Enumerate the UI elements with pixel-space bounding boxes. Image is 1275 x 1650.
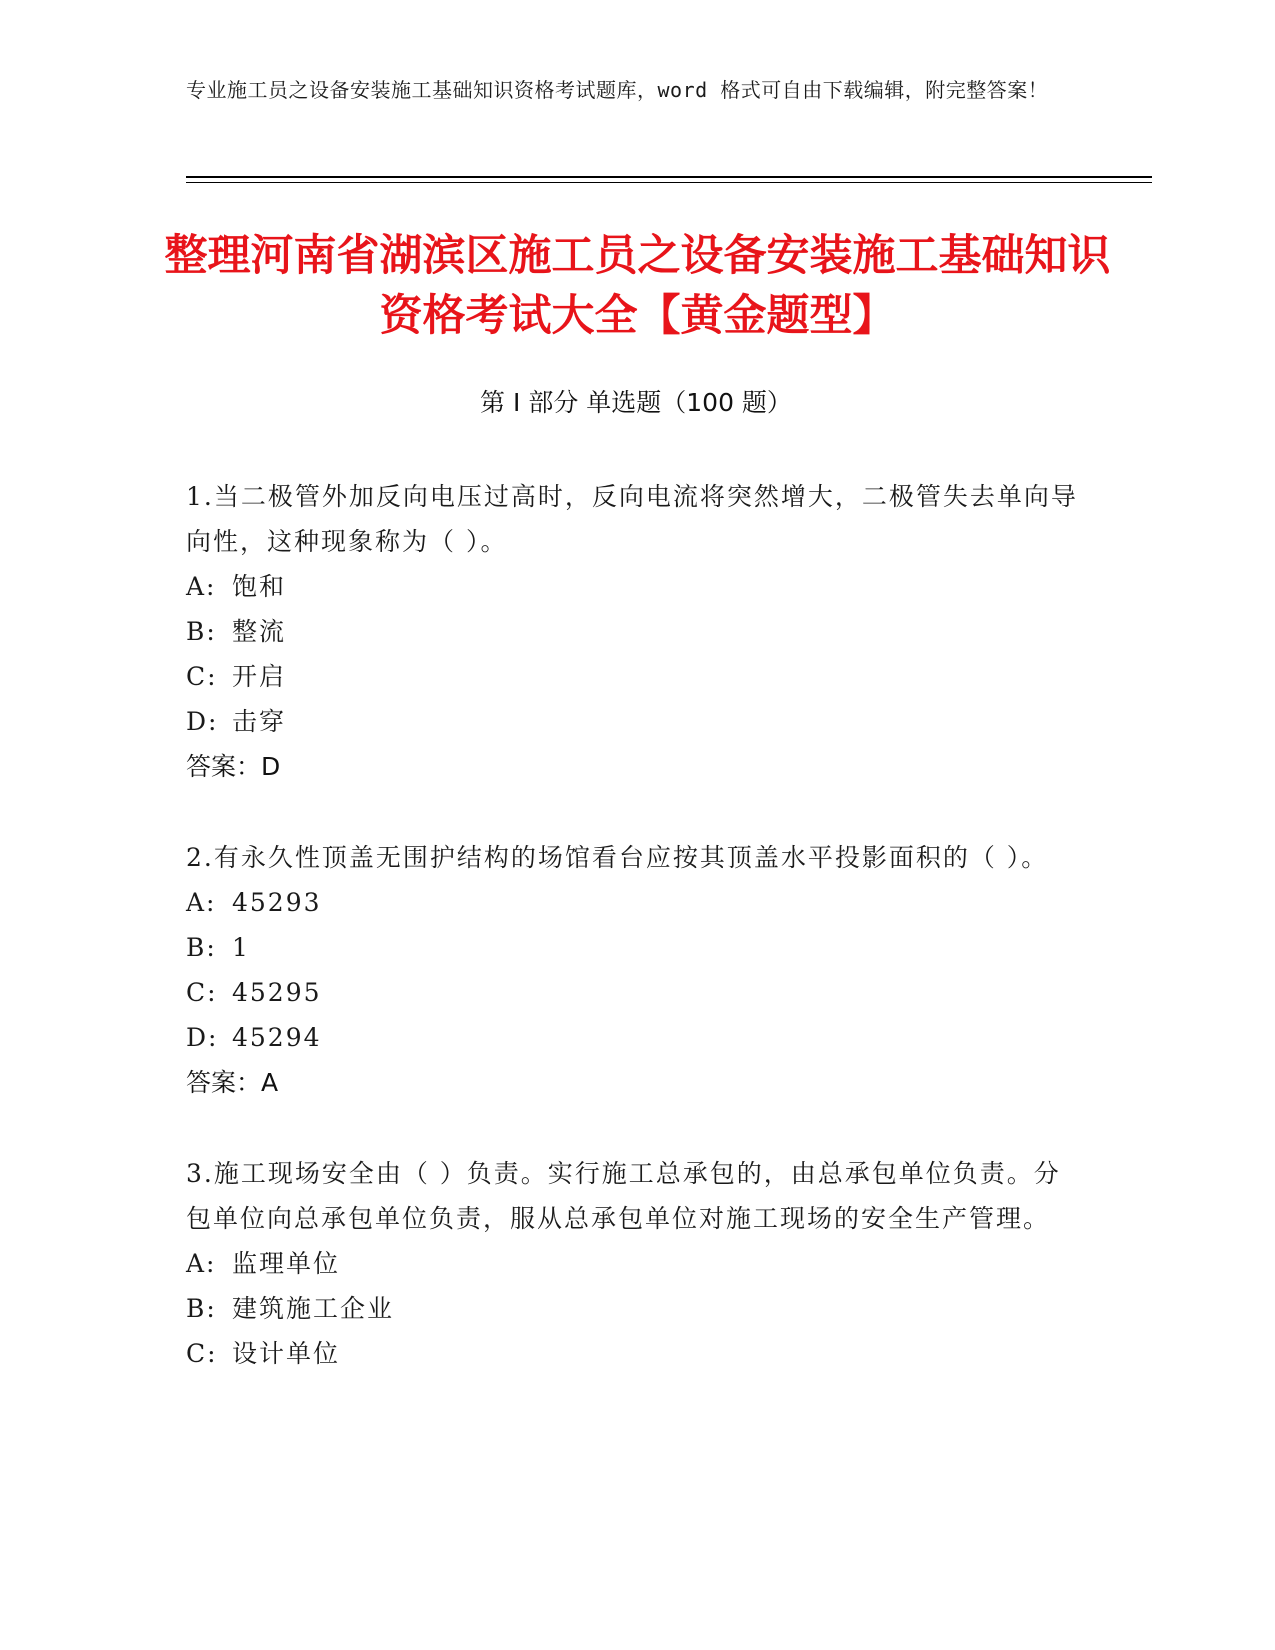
question-text: 1.当二极管外加反向电压过高时，反向电流将突然增大，二极管失去单向导向性，这种现象称为（ ）。 (186, 482, 1078, 556)
option-letter: C: (186, 1339, 218, 1368)
document-title: 整理河南省湖滨区施工员之设备安装施工基础知识资格考试大全【黄金题型】 (164, 231, 1111, 341)
option-b (186, 925, 1086, 970)
section-heading: 第 I 部分 单选题（100 题） (480, 388, 792, 417)
question-text: 3.施工现场安全由（ ）负责。实行施工总承包的，由总承包单位负责。分包单位向总承包单位负责，服从总承包单位对施工现场的安全生产管理。 (186, 1159, 1061, 1233)
question-item (186, 835, 1086, 1105)
option-letter: D: (186, 1023, 219, 1052)
option-text: 45294 (232, 1023, 322, 1052)
option-d (186, 699, 1086, 744)
option-text: 饱和 (232, 572, 287, 601)
question-item (186, 474, 1086, 789)
option-letter: B: (186, 933, 217, 962)
option-letter: C: (186, 662, 218, 691)
option-a (186, 1241, 1086, 1286)
answer-line: 答案：A (186, 1068, 279, 1097)
option-a (186, 880, 1086, 925)
option-text: 1 (232, 933, 250, 962)
header-divider-thin (186, 182, 1152, 183)
option-letter: A: (186, 888, 217, 917)
question-item (186, 1151, 1086, 1376)
option-c (186, 1331, 1086, 1376)
option-letter: B: (186, 617, 217, 646)
option-text: 击穿 (232, 707, 287, 736)
option-letter: A: (186, 1249, 217, 1278)
option-letter: A: (186, 572, 217, 601)
option-text: 开启 (232, 662, 287, 691)
option-text: 45293 (232, 888, 322, 917)
option-letter: D: (186, 707, 219, 736)
header-note: 专业施工员之设备安装施工基础知识资格考试题库，word 格式可自由下载编辑，附完整答案！ (186, 78, 1049, 102)
option-letter: B: (186, 1294, 217, 1323)
option-a (186, 564, 1086, 609)
question-list (186, 474, 1086, 1422)
option-text: 建筑施工企业 (232, 1294, 395, 1323)
header-divider (186, 176, 1152, 178)
option-text: 设计单位 (232, 1339, 341, 1368)
option-letter: C: (186, 978, 218, 1007)
option-d (186, 1015, 1086, 1060)
question-text: 2.有永久性顶盖无围护结构的场馆看台应按其顶盖水平投影面积的（ ）。 (186, 843, 1049, 872)
option-b (186, 609, 1086, 654)
option-text: 45295 (232, 978, 322, 1007)
option-b (186, 1286, 1086, 1331)
option-c (186, 654, 1086, 699)
option-c (186, 970, 1086, 1015)
option-text: 整流 (232, 617, 287, 646)
option-text: 监理单位 (232, 1249, 341, 1278)
answer-line: 答案：D (186, 752, 281, 781)
